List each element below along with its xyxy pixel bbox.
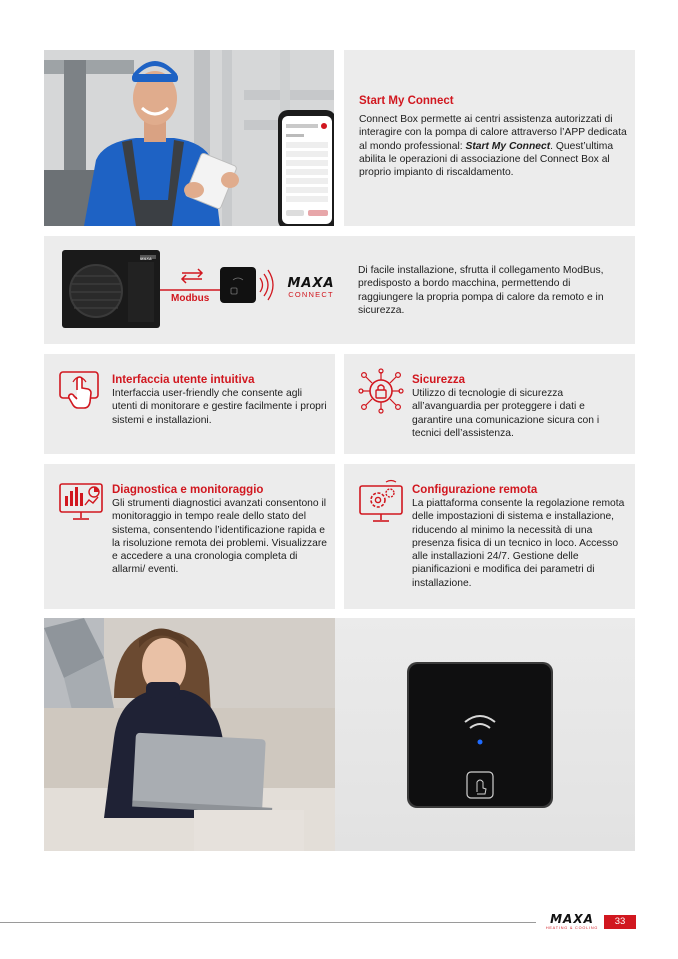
- feature-card-security: [344, 354, 635, 454]
- page-number: 33: [604, 915, 636, 929]
- start-my-connect-title: Start My Connect: [359, 95, 454, 107]
- woman-laptop-illustration: [44, 618, 335, 851]
- modbus-label: Modbus: [171, 293, 210, 304]
- feature-title-remote-config: Configurazione remota: [412, 484, 538, 496]
- start-my-connect-description: [359, 113, 627, 179]
- start-my-connect-text-2: . Quest’ultima abilita le operazioni di associazione del Connect Box al proprio impianto di riscaldamento.: [359, 140, 614, 179]
- start-my-connect-app-name: Start My Connect: [465, 140, 551, 152]
- feature-title-interface: Interfaccia utente intuitiva: [112, 374, 255, 386]
- security-lock-network-icon: [358, 368, 404, 414]
- feature-body-remote-config: La piattaforma consente la regolazione remota delle impostazioni di sistema e installazione, riducendo al minimo la necessità di una presenza fisica di un tecnico in loco. Accesso alle installazioni 24/7. Gestione delle pianificazioni e modifica dei parametri di installazione.: [412, 498, 625, 589]
- footer-divider: [0, 922, 536, 923]
- feature-body-interface: Interfaccia user-friendly che consente agli utenti di monitorare e gestire facilmente i propri sistemi e installazioni.: [112, 388, 327, 426]
- touch-screen-icon: [58, 368, 104, 414]
- feature-card-diagnostics: [44, 464, 335, 609]
- diagnostics-monitor-icon: [58, 478, 104, 524]
- remote-configuration-icon: [358, 478, 404, 524]
- footer-brand-tagline: HEATING & COOLING: [545, 926, 599, 930]
- feature-body-security: Utilizzo di tecnologie di sicurezza all’avanguardia per proteggere i dati e garantire una comunicazione sicura con i tecnici dell’assistenza.: [412, 388, 600, 439]
- modbus-panel: [44, 236, 635, 344]
- footer-brand-name: MAXA: [550, 912, 594, 926]
- footer-brand-logo: [543, 914, 601, 932]
- unit-brand-badge: MAXA: [140, 256, 152, 261]
- connect-box-icon: [220, 267, 256, 303]
- connect-box-device-illustration: [335, 618, 635, 851]
- feature-title-diagnostics: Diagnostica e monitoraggio: [112, 484, 264, 496]
- feature-card-interface: [44, 354, 335, 454]
- maxa-connect-brand: MAXA: [287, 276, 335, 291]
- connect-box-device-photo: [335, 618, 635, 851]
- woman-with-laptop-photo: [44, 618, 335, 851]
- modbus-description: Di facile installazione, sfrutta il collegamento ModBus, predisposto a bordo macchina, permettendo di raggiungere la propria pompa di calore da remoto e in sicurezza.: [358, 265, 604, 316]
- feature-title-security: Sicurezza: [412, 374, 466, 386]
- start-my-connect-panel: [344, 50, 635, 226]
- feature-body-diagnostics: Gli strumenti diagnostici avanzati consentono il monitoraggio in tempo reale dello stato del sistema, consentendo l’identificazione rapida e la risoluzione remota dei problemi. Visualizzare e accedere a una cronologia completa di allarmi/ eventi.: [112, 498, 328, 576]
- maxa-connect-sub: CONNECT: [288, 290, 334, 299]
- start-my-connect-text-1: Connect Box permette ai centri assistenza autorizzati di interagire con la pompa di calore attraverso l’APP dedicata al mondo professional:: [359, 114, 627, 152]
- feature-card-remote-config: [344, 464, 635, 609]
- technician-photo: [44, 50, 334, 226]
- maxa-connect-logo: [282, 278, 340, 299]
- technician-illustration: [44, 50, 334, 226]
